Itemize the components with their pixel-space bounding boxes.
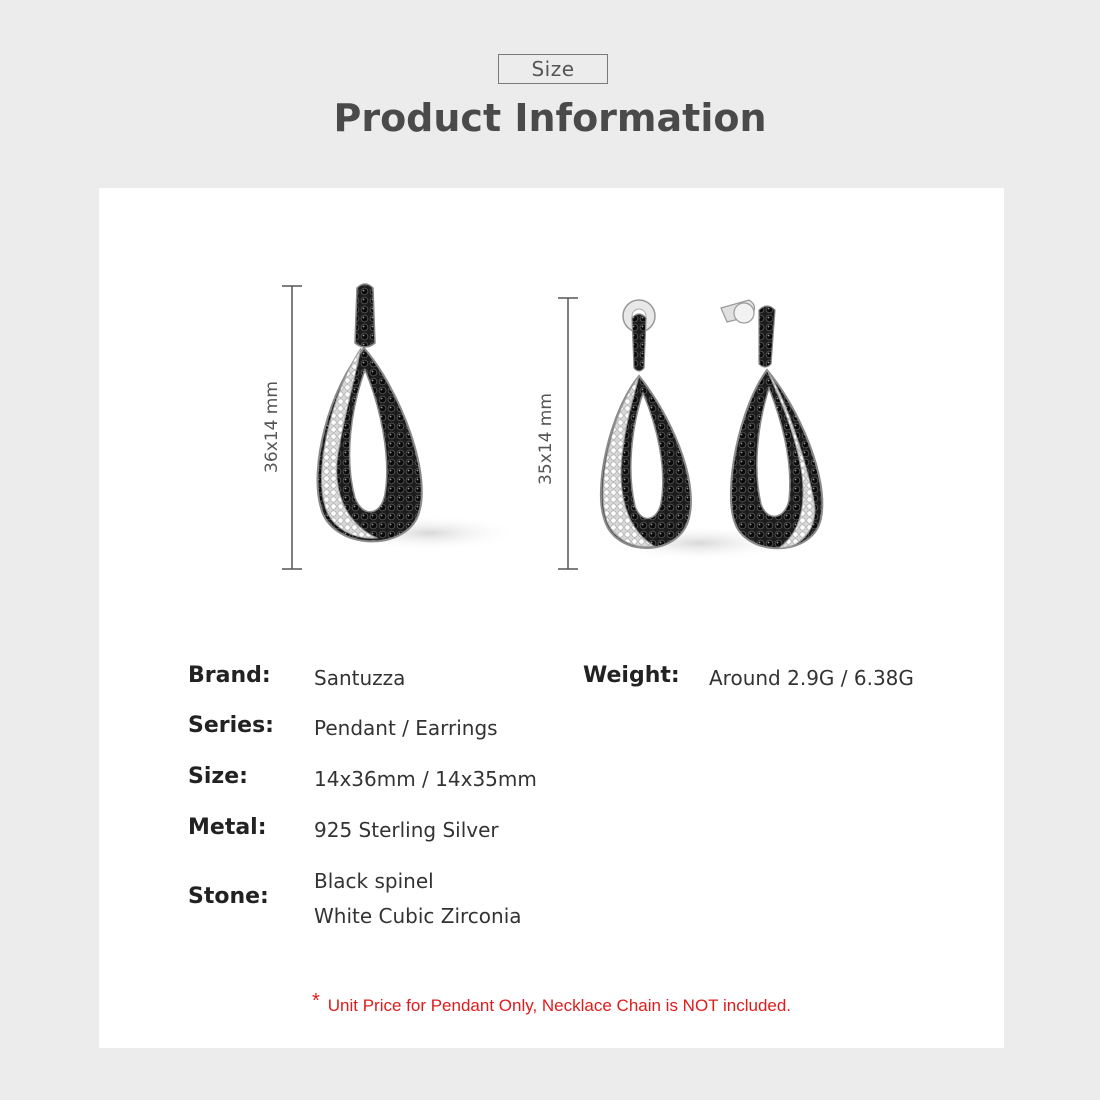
spec-stone-value-1: Black spinel	[314, 869, 434, 893]
product-card	[99, 188, 1004, 1048]
spec-metal-value: 925 Sterling Silver	[314, 818, 499, 842]
spec-brand-label: Brand:	[188, 663, 271, 688]
price-note	[99, 990, 1004, 1016]
note-text: Unit Price for Pendant Only, Necklace Chain is NOT included.	[327, 996, 792, 1015]
pendant-dimension-marker	[282, 286, 302, 569]
pendant-dimension-label: 36x14 mm	[262, 381, 282, 473]
spec-metal-label: Metal:	[188, 815, 267, 840]
spec-series-label: Series:	[188, 713, 274, 738]
size-tag: Size	[498, 54, 608, 84]
earring-right-image	[721, 300, 822, 548]
spec-stone-label: Stone:	[188, 884, 269, 909]
spec-size-value: 14x36mm / 14x35mm	[314, 767, 537, 791]
spec-series-value: Pendant / Earrings	[314, 716, 498, 740]
note-asterisk: *	[311, 990, 320, 1012]
spec-stone-value-2: White Cubic Zirconia	[314, 904, 522, 928]
spec-weight-label: Weight:	[583, 663, 680, 688]
pendant-image	[318, 284, 519, 551]
spec-weight-value: Around 2.9G / 6.38G	[709, 666, 914, 690]
spec-size-label: Size:	[188, 764, 248, 789]
page-title: Product Information	[333, 96, 767, 140]
spec-brand-value: Santuzza	[314, 666, 406, 690]
earrings-dimension-label: 35x14 mm	[536, 393, 556, 485]
earrings-dimension-marker	[558, 298, 578, 569]
